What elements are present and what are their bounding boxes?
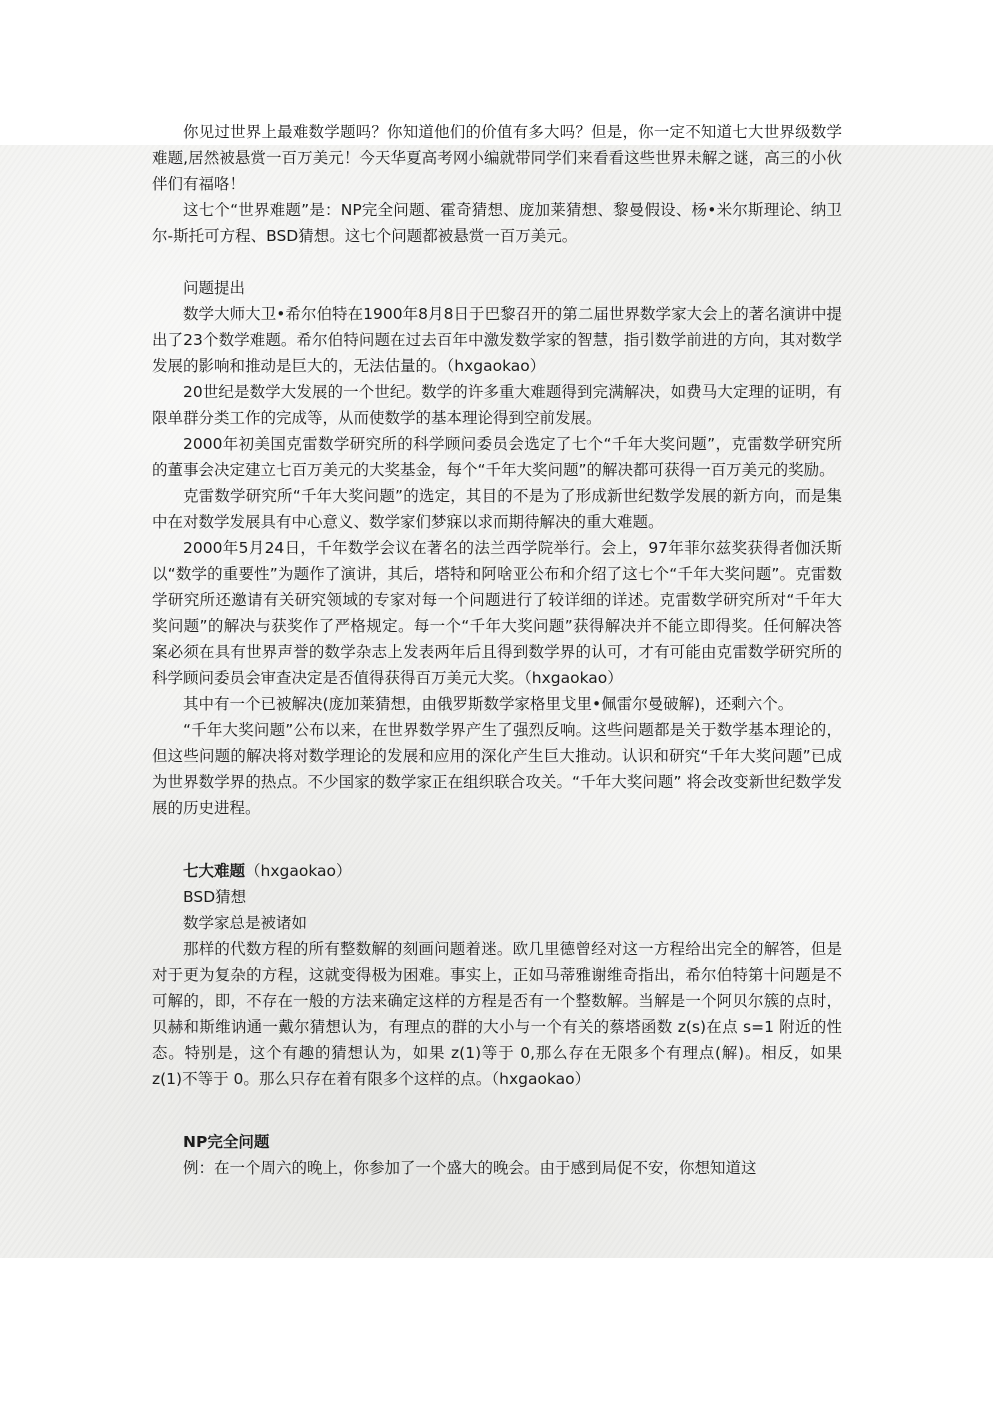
section-paragraph: 2000年5月24日，千年数学会议在著名的法兰西学院举行。会上，97年菲尔兹奖获得者伽沃斯以“数学的重要性”为题作了演讲，其后，塔特和阿啥亚公布和介绍了这七个“千年大奖问题”。克雷数学研究所还邀请有关研究领域的专家对每一个问题进行了较详细的详述。克雷数学研究所对“千年大奖问题”的解决与获奖作了严格规定。每一个“千年大奖问题”获得解决并不能立即得奖。任何解决答案必须在具有世界声誉的数学杂志上发表两年后且得到数学界的认可，才有可能由克雷数学研究所的科学顾问委员会审查决定是否值得获得百万美元大奖。（hxgaokao） [152,539,842,687]
intro-paragraph: 这七个“世界难题”是：NP完全问题、霍奇猜想、庞加莱猜想、黎曼假设、杨•米尔斯理论、纳卫尔-斯托可方程、BSD猜想。这七个问题都被悬赏一百万美元。 [152,201,842,245]
spacer [152,821,842,858]
intro-paragraph: 你见过世界上最难数学题吗？你知道他们的价值有多大吗？但是，你一定不知道七大世界级数学难题,居然被悬赏一百万美元！今天华夏高考网小编就带同学们来看看这些世界未解之谜，高三的小伙伴们有福咯！ [152,123,842,193]
np-paragraph: 例：在一个周六的晚上，你参加了一个盛大的晚会。由于感到局促不安，你想知道这 [183,1159,757,1177]
section-paragraph: 克雷数学研究所“千年大奖问题”的选定，其目的不是为了形成新世纪数学发展的新方向，而是集中在对数学发展具有中心意义、数学家们梦寐以求而期待解决的重大难题。 [152,487,842,531]
section-paragraph: 20世纪是数学大发展的一个世纪。数学的许多重大难题得到完满解决，如费马大定理的证明，有限单群分类工作的完成等，从而使数学的基本理论得到空前发展。 [152,383,842,427]
spacer [152,249,842,275]
bsd-paragraph: 那样的代数方程的所有整数解的刻画问题着迷。欧几里德曾经对这一方程给出完全的解答，但是对于更为复杂的方程，这就变得极为困难。事实上，正如马蒂雅谢维奇指出，希尔伯特第十问题是不可解的，即，不存在一般的方法来确定这样的方程是否有一个整数解。当解是一个阿贝尔簇的点时，贝赫和斯维讷通一戴尔猜想认为，有理点的群的大小与一个有关的蔡塔函数 z(s)在点 s=1 附近的性态。特别是，这个有趣的猜想认为，如果 z(1)等于 0,那么存在无限多个有理点(解)。相反，如果 z(1)不等于 0。那么只存在着有限多个这样的点。（hxgaokao） [152,940,842,1088]
seven-problems-heading [152,858,842,884]
section-paragraph: “千年大奖问题”公布以来，在世界数学界产生了强烈反响。这些问题都是关于数学基本理论的，但这些问题的解决将对数学理论的发展和应用的深化产生巨大推动。认识和研究“千年大奖问题”已成为世界数学界的热点。不少国家的数学家正在组织联合攻关。“千年大奖问题” 将会改变新世纪数学发展的历史进程。 [152,721,842,817]
seven-problems-title: 七大难题 [183,862,246,880]
spacer [152,1092,842,1129]
section-paragraph: 其中有一个已被解决(庞加莱猜想，由俄罗斯数学家格里戈里•佩雷尔曼破解)，还剩六个。 [183,695,794,713]
section-line: 数学家总是被诸如 [183,914,308,932]
section-paragraph: 2000年初美国克雷数学研究所的科学顾问委员会选定了七个“千年大奖问题”，克雷数学研究所的董事会决定建立七百万美元的大奖基金，每个“千年大奖问题”的解决都可获得一百万美元的奖励。 [152,435,842,479]
article-body [152,119,842,1181]
np-title: NP完全问题 [183,1133,270,1151]
section-paragraph: 数学大师大卫•希尔伯特在1900年8月8日于巴黎召开的第二届世界数学家大会上的著名演讲中提出了23个数学难题。希尔伯特问题在过去百年中激发数学家的智慧，指引数学前进的方向，其对数学发展的影响和推动是巨大的，无法估量的。（hxgaokao） [152,305,842,375]
heading-source-tag: （hxgaokao） [245,862,352,880]
section-heading: 问题提出 [183,279,246,297]
bsd-heading: BSD猜想 [183,888,247,906]
np-heading [152,1129,842,1155]
